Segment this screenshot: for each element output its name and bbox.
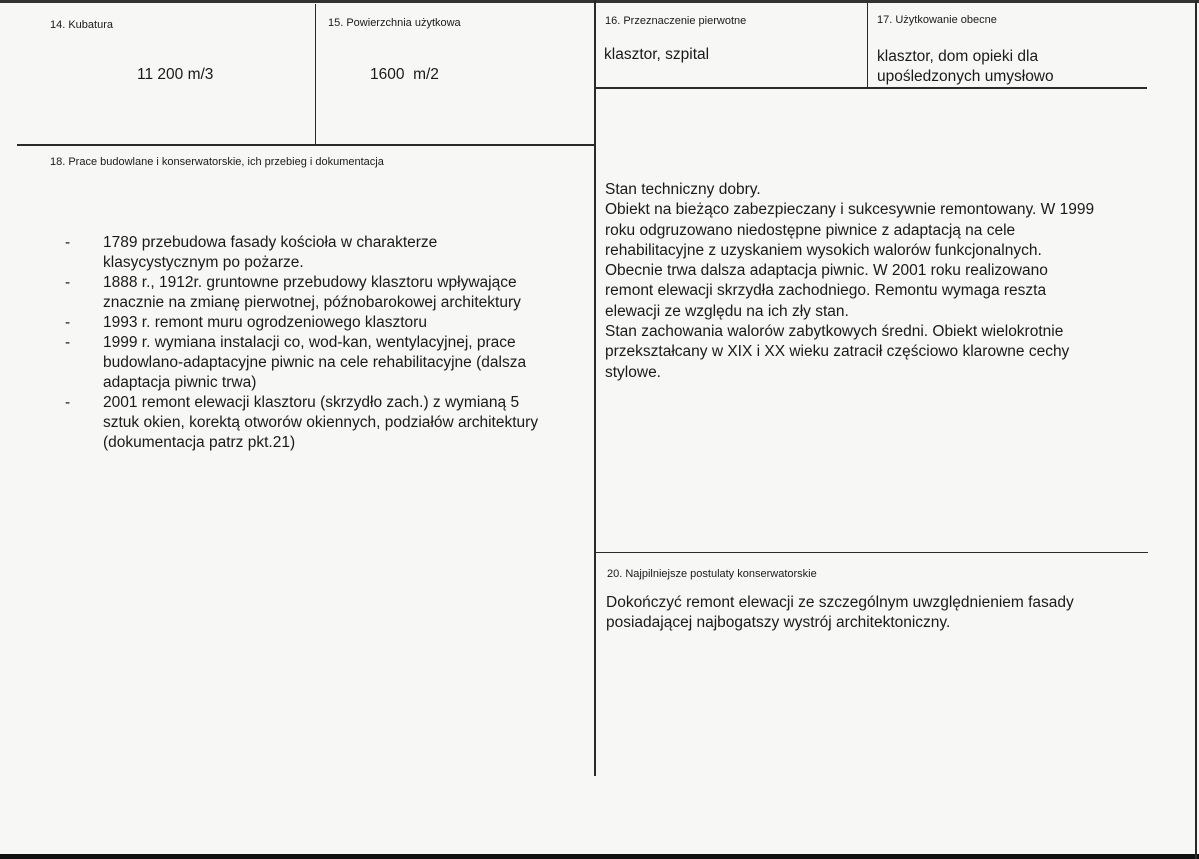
field-15-value: 1600 m/2	[370, 66, 439, 83]
divider-left-right	[594, 0, 596, 776]
list-item	[65, 333, 538, 393]
field-17-line: klasztor, dom opieki dla	[877, 48, 1039, 65]
bottom-scan-edge	[0, 854, 1199, 859]
list-item	[65, 233, 538, 273]
text-line: Stan techniczny dobry.	[605, 181, 761, 198]
divider-14-15	[315, 4, 316, 146]
item-line: 2001 remont elewacji klasztoru (skrzydło zach.) z wymianą 5	[103, 394, 520, 411]
dash: -	[65, 394, 71, 411]
field-14-value: 11 200 m/3	[137, 66, 214, 83]
text-line: stylowe.	[605, 363, 661, 381]
hline-top-right	[595, 87, 1147, 89]
item-line: budowlano-adaptacyjne piwnic na cele rehabilitacyjne (dalsza	[103, 354, 527, 371]
divider-16-17	[867, 3, 868, 89]
field-19-text	[605, 180, 1094, 383]
hline-left	[17, 144, 595, 146]
text-line: elewacji ze względu na ich zły stan.	[605, 302, 849, 320]
hline-20	[595, 552, 1148, 553]
field-15-label: 15. Powierzchnia użytkowa	[328, 17, 461, 29]
field-17-line: upośledzonych umysłowo	[877, 68, 1054, 85]
item-line: 1993 r. remont muru ogrodzeniowego klasztoru	[103, 314, 427, 331]
text-line: Dokończyć remont elewacji ze szczególnym uwzględnieniem fasady	[606, 594, 1074, 611]
field-18-label: 18. Prace budowlane i konserwatorskie, ich przebieg i dokumentacja	[50, 156, 384, 168]
text-line: przekształcany w XIX i XX wieku zatracił częściowo klarowne cechy	[605, 343, 1070, 361]
item-line: 1888 r., 1912r. gruntowne przebudowy klasztoru wpływające	[103, 274, 517, 291]
dash: -	[65, 234, 71, 251]
list-item	[65, 313, 538, 333]
item-line: znacznie na zmianę pierwotnej, późnobarokowej architektury	[103, 294, 521, 311]
text-line: posiadającej najbogatszy wystrój architektoniczny.	[606, 614, 951, 631]
text-line: Obiekt na bieżąco zabezpieczany i sukcesywnie remontowany. W 1999	[605, 201, 1095, 219]
right-border	[1195, 0, 1197, 859]
text-line: remont elewacji skrzydła zachodniego. Remontu wymaga reszta	[605, 282, 1047, 300]
list-item	[65, 393, 538, 453]
item-line: 1999 r. wymiana instalacji co, wod-kan, wentylacyjnej, prace	[103, 334, 516, 351]
item-line: sztuk okien, korektą otworów okiennych, podziałów architektury	[103, 414, 539, 431]
dash: -	[65, 274, 71, 291]
text-line: rehabilitacyjne z uzyskaniem wysokich walorów funkcjonalnych.	[605, 241, 1042, 259]
item-line: adaptacja piwnic trwa)	[103, 374, 257, 391]
item-line: klasycystycznym po pożarze.	[103, 254, 304, 271]
field-17-label: 17. Użytkowanie obecne	[877, 14, 997, 26]
field-14-label: 14. Kubatura	[50, 19, 113, 31]
field-17-value	[877, 47, 1054, 87]
dash: -	[65, 314, 71, 331]
field-16-value: klasztor, szpital	[604, 46, 710, 63]
field-20-text	[606, 593, 1074, 633]
list-item	[65, 273, 538, 313]
text-line: roku odgruzowano niedostępne piwnice z adaptacją na cele	[605, 221, 1016, 239]
field-18-list	[65, 233, 538, 453]
text-line: Stan zachowania walorów zabytkowych średni. Obiekt wielokrotnie	[605, 323, 1064, 341]
item-line: (dokumentacja patrz pkt.21)	[103, 434, 296, 451]
field-20-label: 20. Najpilniejsze postulaty konserwatorskie	[607, 568, 817, 580]
text-line: Obecnie trwa dalsza adaptacja piwnic. W 2001 roku realizowano	[605, 262, 1048, 280]
dash: -	[65, 334, 71, 351]
field-16-label: 16. Przeznaczenie pierwotne	[605, 15, 747, 27]
top-scan-edge	[0, 0, 1199, 3]
item-line: 1789 przebudowa fasady kościoła w charakterze	[103, 234, 438, 251]
